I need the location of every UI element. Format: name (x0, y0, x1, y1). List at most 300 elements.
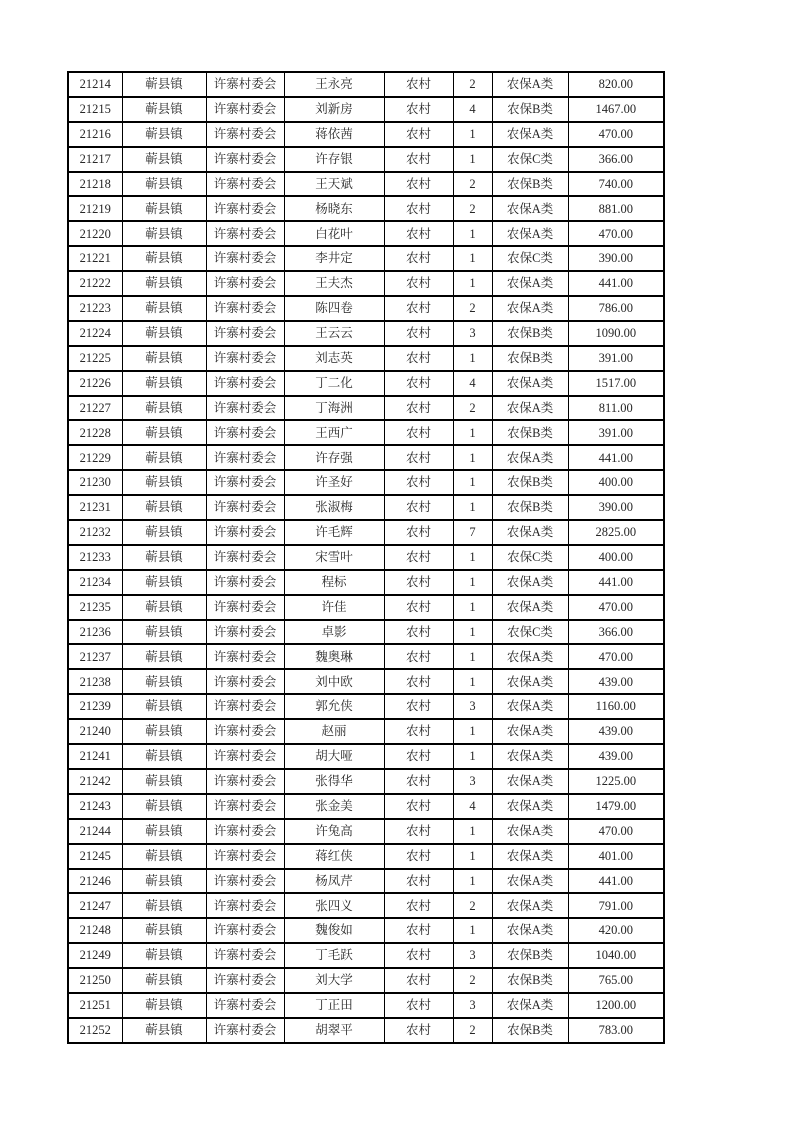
cell-serial-number: 21247 (68, 893, 122, 918)
cell-household-type: 农村 (384, 993, 453, 1018)
cell-village-committee: 许寨村委会 (206, 196, 284, 221)
cell-person-count: 1 (453, 669, 492, 694)
cell-person-count: 1 (453, 221, 492, 246)
cell-name: 刘志英 (284, 346, 384, 371)
cell-name: 许圣好 (284, 470, 384, 495)
cell-town: 蕲县镇 (122, 72, 206, 97)
table-row (68, 495, 664, 520)
cell-insurance-category: 农保A类 (492, 918, 568, 943)
cell-household-type: 农村 (384, 321, 453, 346)
cell-insurance-category: 农保A类 (492, 869, 568, 894)
cell-serial-number: 21214 (68, 72, 122, 97)
table-row (68, 470, 664, 495)
cell-serial-number: 21250 (68, 968, 122, 993)
cell-household-type: 农村 (384, 196, 453, 221)
cell-amount: 390.00 (568, 246, 664, 271)
cell-person-count: 4 (453, 97, 492, 122)
cell-amount: 470.00 (568, 122, 664, 147)
cell-insurance-category: 农保A类 (492, 744, 568, 769)
cell-amount: 391.00 (568, 420, 664, 445)
cell-serial-number: 21221 (68, 246, 122, 271)
cell-insurance-category: 农保B类 (492, 97, 568, 122)
cell-name: 许毛辉 (284, 520, 384, 545)
cell-serial-number: 21242 (68, 769, 122, 794)
cell-name: 丁海洲 (284, 396, 384, 421)
cell-name: 刘中欧 (284, 669, 384, 694)
cell-person-count: 3 (453, 993, 492, 1018)
cell-household-type: 农村 (384, 147, 453, 172)
cell-household-type: 农村 (384, 545, 453, 570)
cell-person-count: 2 (453, 172, 492, 197)
cell-village-committee: 许寨村委会 (206, 147, 284, 172)
cell-serial-number: 21249 (68, 943, 122, 968)
cell-village-committee: 许寨村委会 (206, 595, 284, 620)
cell-village-committee: 许寨村委会 (206, 893, 284, 918)
cell-insurance-category: 农保A类 (492, 595, 568, 620)
cell-town: 蕲县镇 (122, 396, 206, 421)
cell-town: 蕲县镇 (122, 470, 206, 495)
table-row (68, 271, 664, 296)
cell-person-count: 4 (453, 794, 492, 819)
cell-insurance-category: 农保A类 (492, 570, 568, 595)
cell-household-type: 农村 (384, 470, 453, 495)
cell-insurance-category: 农保A类 (492, 644, 568, 669)
cell-name: 胡大哑 (284, 744, 384, 769)
table-row (68, 744, 664, 769)
table-row (68, 246, 664, 271)
table-row (68, 97, 664, 122)
cell-household-type: 农村 (384, 72, 453, 97)
table-row (68, 993, 664, 1018)
cell-insurance-category: 农保B类 (492, 943, 568, 968)
cell-town: 蕲县镇 (122, 296, 206, 321)
cell-village-committee: 许寨村委会 (206, 246, 284, 271)
cell-household-type: 农村 (384, 396, 453, 421)
cell-name: 郭允侠 (284, 694, 384, 719)
cell-insurance-category: 农保B类 (492, 495, 568, 520)
cell-insurance-category: 农保C类 (492, 620, 568, 645)
cell-insurance-category: 农保B类 (492, 172, 568, 197)
cell-amount: 1090.00 (568, 321, 664, 346)
cell-name: 王天斌 (284, 172, 384, 197)
cell-serial-number: 21224 (68, 321, 122, 346)
cell-town: 蕲县镇 (122, 445, 206, 470)
cell-insurance-category: 农保A类 (492, 196, 568, 221)
cell-amount: 470.00 (568, 644, 664, 669)
cell-insurance-category: 农保A类 (492, 271, 568, 296)
table-row (68, 943, 664, 968)
cell-amount: 786.00 (568, 296, 664, 321)
table-row (68, 719, 664, 744)
cell-household-type: 农村 (384, 918, 453, 943)
cell-amount: 1517.00 (568, 371, 664, 396)
cell-person-count: 1 (453, 122, 492, 147)
table-row (68, 769, 664, 794)
cell-name: 许存强 (284, 445, 384, 470)
cell-person-count: 1 (453, 470, 492, 495)
cell-insurance-category: 农保A类 (492, 669, 568, 694)
cell-name: 张得华 (284, 769, 384, 794)
cell-name: 张四义 (284, 893, 384, 918)
cell-village-committee: 许寨村委会 (206, 470, 284, 495)
cell-amount: 400.00 (568, 545, 664, 570)
cell-person-count: 1 (453, 595, 492, 620)
cell-serial-number: 21238 (68, 669, 122, 694)
cell-town: 蕲县镇 (122, 420, 206, 445)
table-row (68, 620, 664, 645)
cell-person-count: 1 (453, 545, 492, 570)
cell-household-type: 农村 (384, 794, 453, 819)
table-row (68, 396, 664, 421)
benefit-table (67, 71, 665, 1044)
cell-name: 王西广 (284, 420, 384, 445)
cell-amount: 366.00 (568, 147, 664, 172)
cell-amount: 1200.00 (568, 993, 664, 1018)
cell-village-committee: 许寨村委会 (206, 172, 284, 197)
cell-serial-number: 21233 (68, 545, 122, 570)
table-row (68, 321, 664, 346)
cell-serial-number: 21229 (68, 445, 122, 470)
cell-serial-number: 21231 (68, 495, 122, 520)
cell-person-count: 2 (453, 196, 492, 221)
cell-person-count: 2 (453, 396, 492, 421)
cell-insurance-category: 农保B类 (492, 1018, 568, 1043)
cell-household-type: 农村 (384, 520, 453, 545)
table-row (68, 445, 664, 470)
cell-person-count: 1 (453, 819, 492, 844)
cell-serial-number: 21236 (68, 620, 122, 645)
cell-serial-number: 21232 (68, 520, 122, 545)
table-row (68, 669, 664, 694)
table-row (68, 196, 664, 221)
cell-serial-number: 21226 (68, 371, 122, 396)
cell-insurance-category: 农保A类 (492, 694, 568, 719)
cell-village-committee: 许寨村委会 (206, 445, 284, 470)
cell-household-type: 农村 (384, 346, 453, 371)
cell-town: 蕲县镇 (122, 918, 206, 943)
cell-serial-number: 21215 (68, 97, 122, 122)
cell-name: 杨晓东 (284, 196, 384, 221)
cell-person-count: 1 (453, 445, 492, 470)
cell-town: 蕲县镇 (122, 993, 206, 1018)
cell-insurance-category: 农保A类 (492, 719, 568, 744)
cell-person-count: 7 (453, 520, 492, 545)
cell-town: 蕲县镇 (122, 321, 206, 346)
cell-name: 卓影 (284, 620, 384, 645)
cell-serial-number: 21239 (68, 694, 122, 719)
cell-person-count: 1 (453, 719, 492, 744)
table-row (68, 122, 664, 147)
cell-amount: 1040.00 (568, 943, 664, 968)
cell-person-count: 1 (453, 918, 492, 943)
cell-insurance-category: 农保A类 (492, 993, 568, 1018)
cell-name: 张淑梅 (284, 495, 384, 520)
cell-name: 王夫杰 (284, 271, 384, 296)
cell-amount: 439.00 (568, 744, 664, 769)
cell-village-committee: 许寨村委会 (206, 495, 284, 520)
cell-name: 丁正田 (284, 993, 384, 1018)
cell-serial-number: 21237 (68, 644, 122, 669)
cell-name: 丁毛跃 (284, 943, 384, 968)
cell-amount: 391.00 (568, 346, 664, 371)
table-row (68, 72, 664, 97)
cell-amount: 1467.00 (568, 97, 664, 122)
cell-amount: 441.00 (568, 271, 664, 296)
cell-town: 蕲县镇 (122, 943, 206, 968)
cell-town: 蕲县镇 (122, 719, 206, 744)
cell-serial-number: 21234 (68, 570, 122, 595)
table-row (68, 968, 664, 993)
cell-household-type: 农村 (384, 869, 453, 894)
cell-amount: 470.00 (568, 595, 664, 620)
cell-village-committee: 许寨村委会 (206, 420, 284, 445)
cell-village-committee: 许寨村委会 (206, 321, 284, 346)
benefit-table-container (67, 71, 663, 1044)
cell-person-count: 1 (453, 246, 492, 271)
cell-name: 魏俊如 (284, 918, 384, 943)
cell-person-count: 2 (453, 1018, 492, 1043)
cell-insurance-category: 农保A类 (492, 371, 568, 396)
cell-name: 刘新房 (284, 97, 384, 122)
table-row (68, 221, 664, 246)
cell-amount: 390.00 (568, 495, 664, 520)
cell-amount: 400.00 (568, 470, 664, 495)
cell-town: 蕲县镇 (122, 1018, 206, 1043)
cell-town: 蕲县镇 (122, 844, 206, 869)
cell-insurance-category: 农保A类 (492, 122, 568, 147)
cell-amount: 2825.00 (568, 520, 664, 545)
cell-name: 白花叶 (284, 221, 384, 246)
cell-insurance-category: 农保B类 (492, 420, 568, 445)
cell-amount: 441.00 (568, 869, 664, 894)
cell-town: 蕲县镇 (122, 769, 206, 794)
cell-name: 宋雪叶 (284, 545, 384, 570)
cell-name: 许兔高 (284, 819, 384, 844)
cell-household-type: 农村 (384, 719, 453, 744)
cell-household-type: 农村 (384, 495, 453, 520)
cell-amount: 1160.00 (568, 694, 664, 719)
cell-name: 王永亮 (284, 72, 384, 97)
cell-village-committee: 许寨村委会 (206, 844, 284, 869)
cell-town: 蕲县镇 (122, 644, 206, 669)
cell-name: 张金美 (284, 794, 384, 819)
cell-village-committee: 许寨村委会 (206, 371, 284, 396)
cell-town: 蕲县镇 (122, 196, 206, 221)
cell-village-committee: 许寨村委会 (206, 669, 284, 694)
cell-insurance-category: 农保A类 (492, 296, 568, 321)
cell-name: 魏奥琳 (284, 644, 384, 669)
cell-village-committee: 许寨村委会 (206, 97, 284, 122)
table-row (68, 893, 664, 918)
cell-serial-number: 21222 (68, 271, 122, 296)
cell-insurance-category: 农保A类 (492, 893, 568, 918)
cell-town: 蕲县镇 (122, 669, 206, 694)
cell-town: 蕲县镇 (122, 147, 206, 172)
cell-village-committee: 许寨村委会 (206, 122, 284, 147)
cell-town: 蕲县镇 (122, 968, 206, 993)
cell-village-committee: 许寨村委会 (206, 869, 284, 894)
cell-name: 程标 (284, 570, 384, 595)
cell-name: 蒋依茜 (284, 122, 384, 147)
cell-serial-number: 21228 (68, 420, 122, 445)
cell-serial-number: 21217 (68, 147, 122, 172)
cell-household-type: 农村 (384, 420, 453, 445)
cell-serial-number: 21219 (68, 196, 122, 221)
cell-village-committee: 许寨村委会 (206, 396, 284, 421)
cell-person-count: 1 (453, 570, 492, 595)
cell-town: 蕲县镇 (122, 893, 206, 918)
cell-village-committee: 许寨村委会 (206, 620, 284, 645)
table-row (68, 819, 664, 844)
cell-household-type: 农村 (384, 595, 453, 620)
cell-amount: 811.00 (568, 396, 664, 421)
cell-household-type: 农村 (384, 819, 453, 844)
cell-serial-number: 21216 (68, 122, 122, 147)
cell-person-count: 1 (453, 869, 492, 894)
cell-household-type: 农村 (384, 1018, 453, 1043)
cell-town: 蕲县镇 (122, 246, 206, 271)
cell-household-type: 农村 (384, 844, 453, 869)
cell-village-committee: 许寨村委会 (206, 271, 284, 296)
cell-town: 蕲县镇 (122, 271, 206, 296)
cell-village-committee: 许寨村委会 (206, 520, 284, 545)
table-row (68, 346, 664, 371)
cell-person-count: 1 (453, 271, 492, 296)
cell-town: 蕲县镇 (122, 744, 206, 769)
table-row (68, 644, 664, 669)
cell-person-count: 2 (453, 72, 492, 97)
table-row (68, 172, 664, 197)
cell-insurance-category: 农保A类 (492, 769, 568, 794)
cell-village-committee: 许寨村委会 (206, 644, 284, 669)
cell-household-type: 农村 (384, 246, 453, 271)
cell-name: 陈四卷 (284, 296, 384, 321)
cell-serial-number: 21218 (68, 172, 122, 197)
table-row (68, 694, 664, 719)
cell-amount: 740.00 (568, 172, 664, 197)
cell-town: 蕲县镇 (122, 694, 206, 719)
cell-household-type: 农村 (384, 271, 453, 296)
cell-name: 赵丽 (284, 719, 384, 744)
cell-town: 蕲县镇 (122, 869, 206, 894)
cell-serial-number: 21220 (68, 221, 122, 246)
cell-person-count: 1 (453, 744, 492, 769)
cell-serial-number: 21227 (68, 396, 122, 421)
table-row (68, 794, 664, 819)
cell-serial-number: 21244 (68, 819, 122, 844)
table-row (68, 1018, 664, 1043)
cell-town: 蕲县镇 (122, 545, 206, 570)
cell-name: 许存银 (284, 147, 384, 172)
cell-town: 蕲县镇 (122, 520, 206, 545)
table-row (68, 595, 664, 620)
table-row (68, 520, 664, 545)
cell-village-committee: 许寨村委会 (206, 744, 284, 769)
cell-amount: 441.00 (568, 570, 664, 595)
cell-serial-number: 21241 (68, 744, 122, 769)
cell-person-count: 1 (453, 644, 492, 669)
cell-name: 丁二化 (284, 371, 384, 396)
cell-person-count: 1 (453, 346, 492, 371)
cell-household-type: 农村 (384, 694, 453, 719)
cell-household-type: 农村 (384, 570, 453, 595)
cell-household-type: 农村 (384, 122, 453, 147)
cell-amount: 441.00 (568, 445, 664, 470)
cell-serial-number: 21245 (68, 844, 122, 869)
cell-name: 王云云 (284, 321, 384, 346)
cell-village-committee: 许寨村委会 (206, 296, 284, 321)
cell-serial-number: 21235 (68, 595, 122, 620)
cell-name: 杨凤芹 (284, 869, 384, 894)
cell-amount: 401.00 (568, 844, 664, 869)
cell-person-count: 2 (453, 968, 492, 993)
cell-village-committee: 许寨村委会 (206, 72, 284, 97)
cell-person-count: 3 (453, 769, 492, 794)
cell-insurance-category: 农保C类 (492, 147, 568, 172)
cell-serial-number: 21243 (68, 794, 122, 819)
cell-town: 蕲县镇 (122, 570, 206, 595)
cell-insurance-category: 农保A类 (492, 445, 568, 470)
table-row (68, 844, 664, 869)
cell-person-count: 2 (453, 893, 492, 918)
cell-household-type: 农村 (384, 445, 453, 470)
cell-amount: 470.00 (568, 819, 664, 844)
cell-amount: 1479.00 (568, 794, 664, 819)
cell-amount: 366.00 (568, 620, 664, 645)
cell-town: 蕲县镇 (122, 620, 206, 645)
cell-amount: 1225.00 (568, 769, 664, 794)
cell-household-type: 农村 (384, 620, 453, 645)
cell-insurance-category: 农保A类 (492, 396, 568, 421)
cell-village-committee: 许寨村委会 (206, 221, 284, 246)
cell-insurance-category: 农保A类 (492, 794, 568, 819)
cell-serial-number: 21230 (68, 470, 122, 495)
cell-town: 蕲县镇 (122, 595, 206, 620)
cell-amount: 420.00 (568, 918, 664, 943)
cell-name: 李井定 (284, 246, 384, 271)
cell-person-count: 1 (453, 620, 492, 645)
cell-household-type: 农村 (384, 296, 453, 321)
cell-insurance-category: 农保A类 (492, 819, 568, 844)
cell-town: 蕲县镇 (122, 346, 206, 371)
cell-serial-number: 21251 (68, 993, 122, 1018)
cell-serial-number: 21246 (68, 869, 122, 894)
table-row (68, 570, 664, 595)
cell-insurance-category: 农保A类 (492, 72, 568, 97)
cell-town: 蕲县镇 (122, 172, 206, 197)
cell-person-count: 3 (453, 943, 492, 968)
cell-village-committee: 许寨村委会 (206, 719, 284, 744)
cell-serial-number: 21225 (68, 346, 122, 371)
cell-household-type: 农村 (384, 172, 453, 197)
cell-person-count: 1 (453, 495, 492, 520)
cell-serial-number: 21252 (68, 1018, 122, 1043)
cell-household-type: 农村 (384, 744, 453, 769)
cell-person-count: 1 (453, 844, 492, 869)
cell-person-count: 3 (453, 694, 492, 719)
cell-household-type: 农村 (384, 893, 453, 918)
cell-amount: 783.00 (568, 1018, 664, 1043)
cell-insurance-category: 农保A类 (492, 844, 568, 869)
cell-insurance-category: 农保B类 (492, 470, 568, 495)
cell-serial-number: 21240 (68, 719, 122, 744)
cell-household-type: 农村 (384, 769, 453, 794)
cell-household-type: 农村 (384, 968, 453, 993)
cell-insurance-category: 农保B类 (492, 321, 568, 346)
cell-household-type: 农村 (384, 669, 453, 694)
table-row (68, 296, 664, 321)
cell-person-count: 3 (453, 321, 492, 346)
